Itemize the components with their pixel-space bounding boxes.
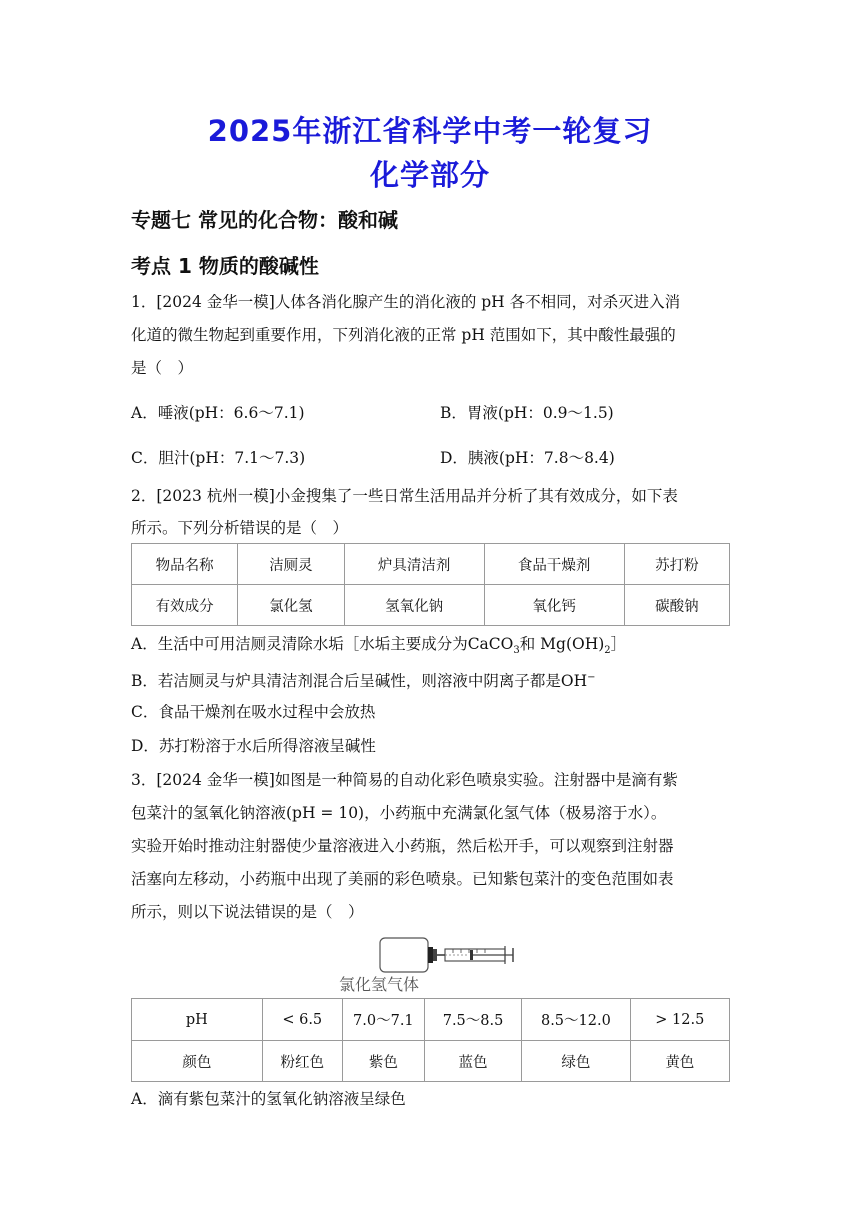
table-cell: 有效成分 bbox=[132, 585, 238, 626]
figure-label: 氯化氢气体 bbox=[339, 975, 420, 994]
q2-option-a-text3: ］ bbox=[610, 635, 627, 653]
topic-heading: 专题七 常见的化合物：酸和碱 bbox=[131, 208, 398, 232]
q2-option-d: D．苏打粉溶于水后所得溶液呈碱性 bbox=[131, 737, 376, 755]
q2-option-a bbox=[131, 634, 731, 661]
q2-stem-line1: 2．[2023 杭州一模]小金搜集了一些日常生活用品并分析了其有效成分，如下表 bbox=[131, 487, 678, 505]
q2-stem-line2: 所示。下列分析错误的是（ ） bbox=[131, 519, 349, 537]
table-cell: 物品名称 bbox=[132, 544, 238, 585]
table-row bbox=[132, 999, 730, 1041]
q3-stem-line4: 活塞向左移动，小药瓶中出现了美丽的彩色喷泉。已知紫包菜汁的变色范围如表 bbox=[131, 870, 674, 888]
q1-option-a: A．唾液(pH：6.6～7.1) bbox=[131, 404, 305, 422]
q3-stem-line1: 3．[2024 金华一模]如图是一种简易的自动化彩色喷泉实验。注射器中是滴有紫 bbox=[131, 771, 678, 789]
table-cell: pH bbox=[132, 999, 263, 1041]
q1-option-c: C．胆汁(pH：7.1～7.3) bbox=[131, 449, 306, 467]
document-title: 2025年浙江省科学中考一轮复习 bbox=[207, 114, 653, 148]
table-cell: 粉红色 bbox=[262, 1041, 342, 1082]
q1-stem-line2: 化道的微生物起到重要作用，下列消化液的正常 pH 范围如下，其中酸性最强的 bbox=[131, 326, 676, 344]
q1-stem-line1: 1．[2024 金华一模]人体各消化腺产生的消化液的 pH 各不相同，对杀灭进入消 bbox=[131, 293, 681, 311]
table-cell: 氢氧化钠 bbox=[344, 585, 484, 626]
q3-option-a: A．滴有紫包菜汁的氢氧化钠溶液呈绿色 bbox=[131, 1090, 406, 1108]
table-cell: 碳酸钠 bbox=[624, 585, 729, 626]
table-cell: 7.5～8.5 bbox=[424, 999, 521, 1041]
point-heading: 考点 1 物质的酸碱性 bbox=[131, 254, 319, 278]
table-cell: 蓝色 bbox=[424, 1041, 521, 1082]
q2-option-b bbox=[131, 668, 731, 691]
table-cell: 洁厕灵 bbox=[238, 544, 344, 585]
table-cell: 紫色 bbox=[342, 1041, 424, 1082]
q3-stem-line2: 包菜汁的氢氧化钠溶液(pH = 10)，小药瓶中充满氯化氢气体（极易溶于水）。 bbox=[131, 804, 667, 822]
q2-option-a-text: A．生活中可用洁厕灵清除水垢［水垢主要成分为CaCO bbox=[131, 635, 514, 653]
q2-option-b-text: B．若洁厕灵与炉具清洁剂混合后呈碱性，则溶液中阴离子都是OH bbox=[131, 672, 588, 691]
q2-option-c: C．食品干燥剂在吸水过程中会放热 bbox=[131, 703, 376, 721]
table-row bbox=[132, 544, 730, 585]
q3-stem-line5: 所示，则以下说法错误的是（ ） bbox=[131, 903, 364, 921]
table-cell: > 12.5 bbox=[630, 999, 729, 1041]
document-subtitle: 化学部分 bbox=[369, 158, 490, 192]
q3-stem-line3: 实验开始时推动注射器使少量溶液进入小药瓶，然后松开手，可以观察到注射器 bbox=[131, 837, 674, 855]
table-cell: 炉具清洁剂 bbox=[344, 544, 484, 585]
subscript: 2 bbox=[604, 645, 611, 657]
table-cell: < 6.5 bbox=[262, 999, 342, 1041]
table-cell: 氧化钙 bbox=[484, 585, 624, 626]
table-row bbox=[132, 585, 730, 626]
table-cell: 7.0～7.1 bbox=[342, 999, 424, 1041]
q3-table bbox=[131, 998, 730, 1082]
syringe-bottle-diagram bbox=[333, 935, 533, 995]
table-cell: 颜色 bbox=[132, 1041, 263, 1082]
table-cell: 食品干燥剂 bbox=[484, 544, 624, 585]
q2-option-a-text2: 和 Mg(OH) bbox=[519, 635, 605, 653]
q1-option-d: D．胰液(pH：7.8～8.4) bbox=[440, 449, 615, 467]
subscript: 3 bbox=[513, 645, 520, 657]
table-cell: 绿色 bbox=[522, 1041, 630, 1082]
q2-table bbox=[131, 543, 730, 626]
table-row bbox=[132, 1041, 730, 1082]
superscript: − bbox=[587, 672, 596, 683]
table-cell: 苏打粉 bbox=[624, 544, 729, 585]
table-cell: 氯化氢 bbox=[238, 585, 344, 626]
q1-stem-line3: 是（ ） bbox=[131, 359, 194, 377]
table-cell: 黄色 bbox=[630, 1041, 729, 1082]
apparatus-figure bbox=[333, 935, 533, 995]
q1-option-b: B．胃液(pH：0.9～1.5) bbox=[440, 404, 614, 422]
table-cell: 8.5～12.0 bbox=[522, 999, 630, 1041]
